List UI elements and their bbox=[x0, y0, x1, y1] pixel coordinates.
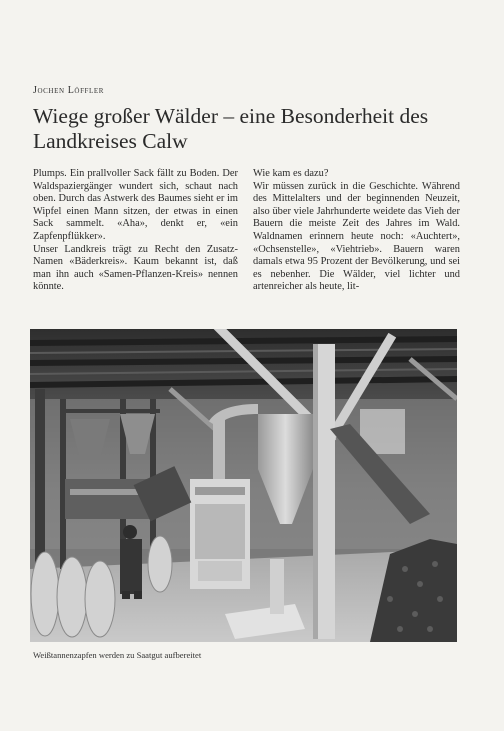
author-name: Jochen Löffler bbox=[33, 85, 105, 96]
paragraph: Wie kam es dazu? bbox=[253, 168, 329, 179]
paragraph: Wir müssen zurück in die Geschichte. Während des Mittelalters und der beginnenden Neuzeit, also über viele Jahrhunderte weidete das Vieh der Bauern die meiste Zeit des Jahres im Wald. Waldnamen erinnern heute noch: «Auchtert», «Ochsenstelle», «Viehtrieb». Bauern waren damals etwa 95 Prozent der Bevölkerung, und sei es nebenher. Die Wälder, viel lichter und artenreicher als heute, lit- bbox=[253, 180, 460, 293]
right-text-column bbox=[253, 168, 460, 294]
paragraph: Unser Landkreis trägt zu Recht den Zusatz-Namen «Bäderkreis». Kaum bekannt ist, daß man ihn auch «Samen-Pflanzen-Kreis» nennen könnte. bbox=[33, 243, 238, 293]
article-title: Wiege großer Wälder – eine Besonderheit des Landkreises Calw bbox=[33, 104, 429, 153]
left-text-column bbox=[33, 168, 238, 294]
photo-caption: Weißtannenzapfen werden zu Saatgut aufbereitet bbox=[33, 650, 202, 660]
paragraph: Plumps. Ein prallvoller Sack fällt zu Boden. Der Waldspaziergänger wundert sich, schaut nach oben. Durch das Astwerk des Baumes sieht er im Wipfel einen Mann sitzen, der etwas in einen Sack sammelt. «Aha», denkt er, «ein Zapfenpflükker». bbox=[33, 168, 238, 242]
photo-illustration bbox=[30, 329, 457, 642]
seed-processing-photo bbox=[30, 329, 457, 642]
